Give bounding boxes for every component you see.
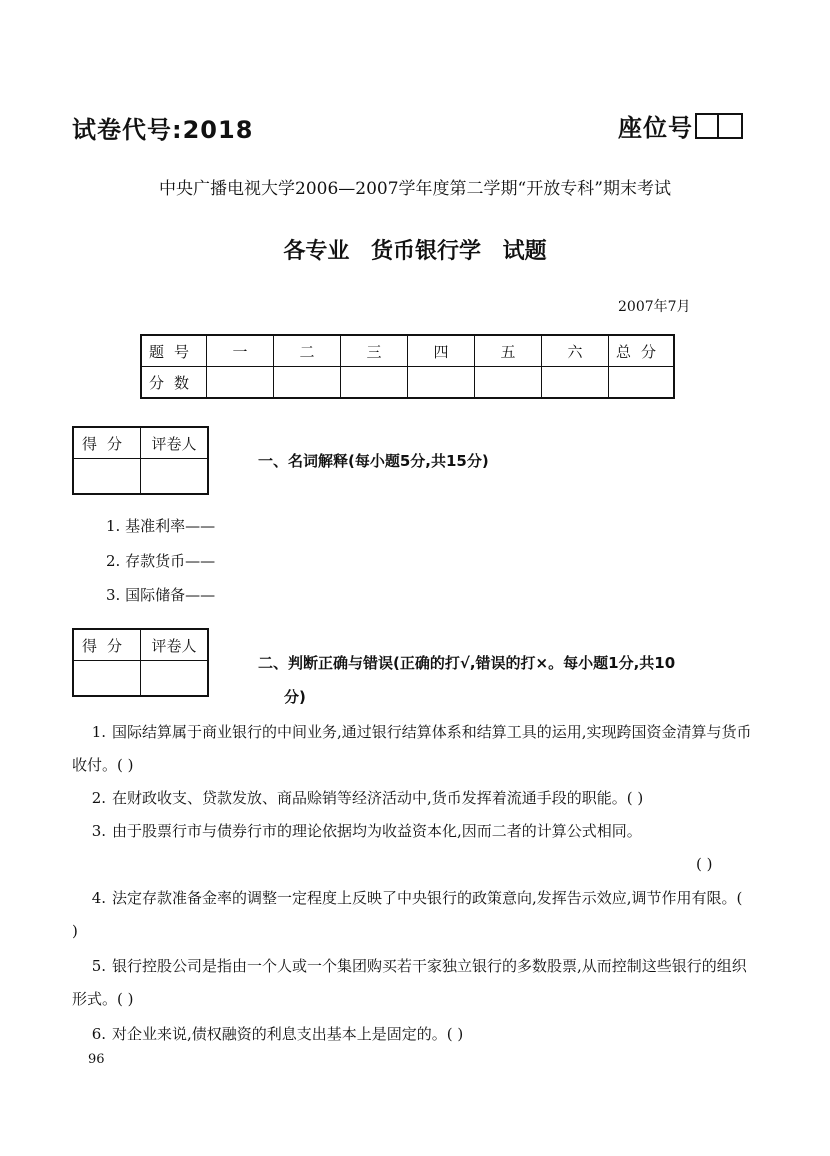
page-number: 96 — [88, 1052, 105, 1067]
question-6: 6. 对企业来说,债权融资的利息支出基本上是固定的。( ) — [91, 1025, 464, 1043]
score-table-score-row — [141, 367, 674, 399]
section1-title: 一、名词解释(每小题5分,共15分) — [258, 452, 489, 470]
section2-title-line1: 二、判断正确与错误(正确的打√,错误的打×。每小题1分,共10 — [258, 654, 676, 672]
question-1: 1. 国际结算属于商业银行的中间业务,通过银行结算体系和结算工具的运用,实现跨国资金清算与货币收付。( ) — [72, 723, 752, 774]
seat-box-1[interactable] — [695, 113, 719, 139]
grader-table-1 — [72, 426, 209, 495]
score-cell-1[interactable] — [207, 367, 274, 399]
seat-box-2[interactable] — [719, 113, 743, 139]
grader-name-cell[interactable] — [141, 459, 209, 495]
score-table — [140, 334, 675, 399]
grader-score-cell[interactable] — [73, 459, 141, 495]
exam-date: 2007年7月 — [618, 299, 691, 315]
col-2: 二 — [274, 335, 341, 367]
question-5: 5. 银行控股公司是指由一个人或一个集团购买若干家独立银行的多数股票,从而控制这些银行的组织形式。( ) — [72, 957, 747, 1008]
score-cell-total[interactable] — [609, 367, 675, 399]
seat-boxes — [695, 113, 743, 139]
col-4: 四 — [408, 335, 475, 367]
seat-label: 座位号 — [618, 114, 693, 142]
row-label-question: 题号 — [141, 335, 207, 367]
question-3: 3. 由于股票行市与债券行市的理论依据均为收益资本化,因而二者的计算公式相同。 — [91, 822, 642, 840]
subject-title: 各专业 货币银行学 试题 — [283, 239, 547, 264]
question-3-answer[interactable]: ( ) — [696, 855, 713, 873]
col-6: 六 — [542, 335, 609, 367]
grader-score-cell[interactable] — [73, 661, 141, 697]
grader-score-label: 得分 — [73, 427, 141, 459]
grader-table-2 — [72, 628, 209, 697]
score-cell-5[interactable] — [475, 367, 542, 399]
score-cell-6[interactable] — [542, 367, 609, 399]
section2-title-line2: 分) — [284, 688, 306, 706]
col-1: 一 — [207, 335, 274, 367]
question-2: 2. 在财政收支、贷款发放、商品赊销等经济活动中,货币发挥着流通手段的职能。( ) — [91, 789, 644, 807]
exam-title: 中央广播电视大学2006—2007学年度第二学期“开放专科”期末考试 — [159, 179, 671, 199]
col-5: 五 — [475, 335, 542, 367]
exam-code: 试卷代号:2018 — [72, 116, 254, 144]
col-3: 三 — [341, 335, 408, 367]
score-table-header-row — [141, 335, 674, 367]
term-item-2: 2. 存款货币—— — [106, 552, 216, 570]
score-cell-3[interactable] — [341, 367, 408, 399]
term-item-1: 1. 基准利率—— — [106, 517, 216, 535]
score-cell-4[interactable] — [408, 367, 475, 399]
grader-name-cell[interactable] — [141, 661, 209, 697]
row-label-score: 分数 — [141, 367, 207, 399]
score-cell-2[interactable] — [274, 367, 341, 399]
col-total: 总分 — [609, 335, 675, 367]
grader-name-label: 评卷人 — [141, 629, 209, 661]
term-item-3: 3. 国际储备—— — [106, 586, 216, 604]
seat-number — [618, 108, 743, 143]
grader-name-label: 评卷人 — [141, 427, 209, 459]
question-4: 4. 法定存款准备金率的调整一定程度上反映了中央银行的政策意向,发挥告示效应,调节作用有限。( ) — [72, 889, 743, 940]
grader-score-label: 得分 — [73, 629, 141, 661]
